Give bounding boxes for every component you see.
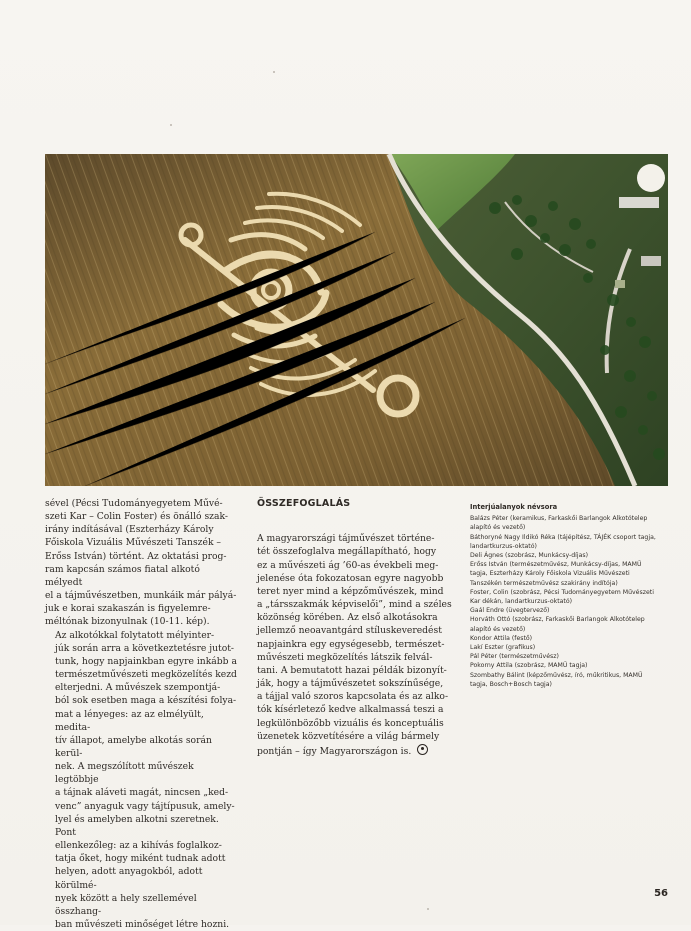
interviewees-heading: Interjúalanyok névsora xyxy=(470,503,558,511)
aerial-photo xyxy=(45,154,668,486)
interviewees-column xyxy=(470,503,670,689)
summary-text: A magyarországi tájművészet történe- tét összefoglalva megállapítható, hogy ez a művészeti ág ’60-as évekbeli meg- jelenése óta fokozatosan egyre nagyobb teret nyer mind a képzőművészek, mind a „társszakmák képviselői”, mind a széles közönség körében. Az első alkotásokra jellemző neoavantgárd stíluskeveredést napjainkra egy egységesebb, természet- művészeti megközelítés látszik felvál- tani. A bemutatott hazai példák bizonyít- ják, hogy a tájművészetet sokszínűsége, a tájjal való szoros kapcsolata és az alko- tók kísérletező kedve alkalmassá teszi a legkülönbözőbb vizuális és konceptuális üzenetek közvetítésére a világ bármely pontján – így Magyarországon is. xyxy=(257,533,452,757)
list-item: Pál Péter (természetművész) xyxy=(470,653,559,661)
article-column-2 xyxy=(257,497,457,758)
list-item: Balázs Péter (keramikus, Farkaskői Barlangok Alkotótelep alapító és vezető) xyxy=(470,515,648,532)
list-item: Kondor Attila (festő) xyxy=(470,634,533,642)
list-item: Gaál Endre (üvegtervező) xyxy=(470,607,550,615)
list-item: Erőss István (természetművész, Munkácsy-díjas, MAMŰ tagja, Eszterházy Károly Főiskola Vizuális Művészeti Tanszékén természetművész szakirány indítója) xyxy=(470,561,642,587)
summary-heading: ÖSSZEFOGLALÁS xyxy=(257,498,351,509)
paper-speck-3 xyxy=(427,908,429,910)
paper-speck-2 xyxy=(170,124,172,126)
interviewees-list xyxy=(470,514,670,689)
list-item: Foster, Colin (szobrász, Pécsi Tudományegyetem Művészeti Kar dékán, landartkurzus-oktató) xyxy=(470,588,654,606)
list-item: Deli Ágnes (szobrász, Munkácsy-díjas) xyxy=(470,552,589,560)
list-item: Báthoryné Nagy Ildikó Réka (tájépítész, TÁJÉK csoport tagja, landartkurzus-oktató) xyxy=(470,533,656,550)
list-item: Szombathy Bálint (képzőművész, író, műkritikus, MAMŰ tagja, Bosch+Bosch tagja) xyxy=(470,671,643,688)
paper-speck-1 xyxy=(273,71,275,73)
page-number: 56 xyxy=(654,888,668,899)
article-paragraph-1: sével (Pécsi Tudományegyetem Művé- szeti Kar – Colin Foster) és önálló szak- irány indításával (Eszterházy Károly Főiskola Vizuális Művészeti Tanszék – Erőss István) történt. Az oktatási prog- ram kapcsán számos fiatal alkotó mélyedt el a tájművészetben, munkáik már pályá- juk e korai szakaszán is figyelemre- méltónak bizonyulnak (10-11. kép). xyxy=(45,498,237,628)
list-item: Horváth Ottó (szobrász, Farkaskői Barlangok Alkotótelep alapító és vezető) xyxy=(470,616,645,633)
list-item: Pokorny Attila (szobrász, MAMŰ tagja) xyxy=(470,662,588,670)
list-item: Lakí Eszter (grafikus) xyxy=(470,644,536,652)
article-column-1 xyxy=(45,497,240,931)
end-mark-icon xyxy=(417,744,428,755)
article-paragraph-2: Az alkotókkal folytatott mélyinter- júk során arra a következtetésre jutot- tunk, hogy napjainkban egyre inkább a természetművészeti megközelítés kezd elterjedni. A művészek szempontjá- ból sok esetben maga a készítési folya- mat a lényeges: az az elmélyült, medita- tív állapot, amelybe alkotás során kerül- nek. A megszólított művészek legtöbbje a tájnak aláveti magát, nincsen „ked- venc” anyaguk vagy tájtípusuk, amely- lyel és amelyben alkotni szeretnek. Pont ellenkezőleg: az a kihívás foglalkoz- tatja őket, hogy miként tudnak adott helyen, adott anyagokból, adott körülmé- nyek között a hely szellemével összhang- ban művészeti minőséget létre hozni. xyxy=(55,629,237,930)
summary-paragraph xyxy=(257,519,457,758)
crop-circle-photo-svg xyxy=(45,154,668,486)
